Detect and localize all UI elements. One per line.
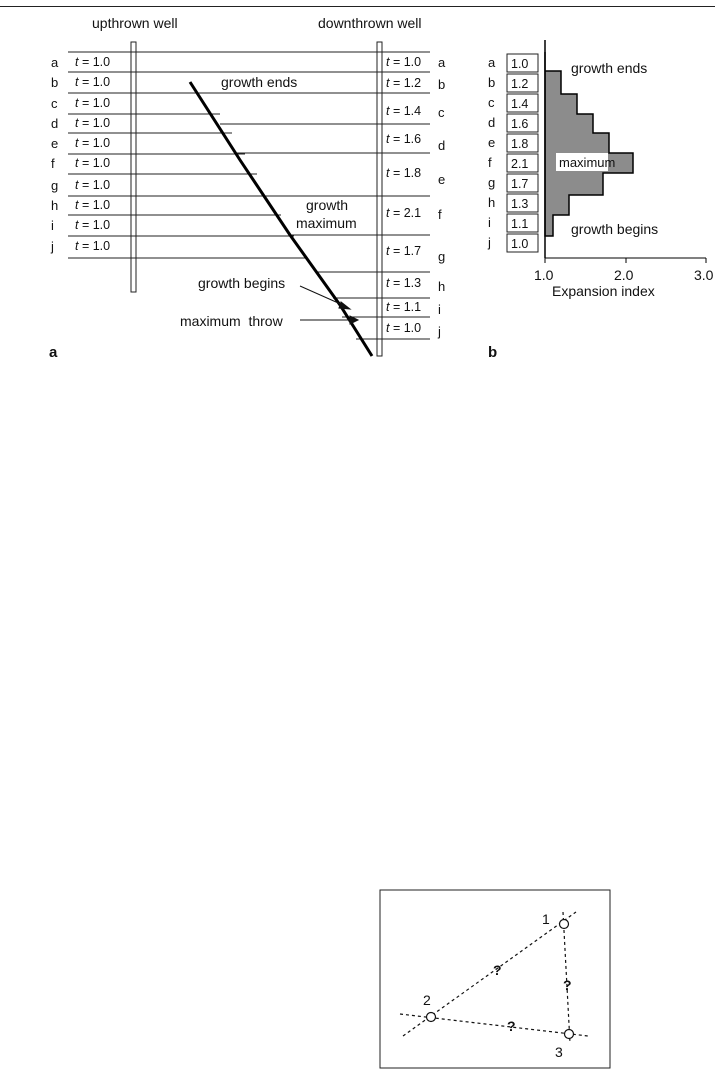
annotation-maximum: maximum xyxy=(296,215,357,231)
annotation-growth-ends: growth ends xyxy=(221,74,298,90)
svg-text:t = 1.0: t = 1.0 xyxy=(75,75,111,89)
svg-text:b: b xyxy=(488,75,496,90)
svg-text:e: e xyxy=(488,135,496,150)
svg-text:i: i xyxy=(438,302,441,317)
point-label-2: 2 xyxy=(423,992,431,1008)
svg-text:j: j xyxy=(488,235,491,250)
svg-text:t = 1.0: t = 1.0 xyxy=(75,198,111,212)
svg-text:t = 1.0: t = 1.0 xyxy=(386,321,422,335)
svg-text:t = 1.0: t = 1.0 xyxy=(75,116,111,130)
svg-text:c: c xyxy=(488,95,495,110)
svg-text:e: e xyxy=(51,136,59,151)
panel-label-a: a xyxy=(49,344,58,361)
svg-text:t = 1.0: t = 1.0 xyxy=(75,218,111,232)
svg-text:1.8: 1.8 xyxy=(511,137,529,151)
point-label-1: 1 xyxy=(542,911,550,927)
downthrown-well-title: downthrown well xyxy=(318,15,422,31)
upthrown-well-title: upthrown well xyxy=(92,15,178,31)
svg-text:j: j xyxy=(51,239,54,254)
svg-text:h: h xyxy=(51,198,59,213)
svg-text:g: g xyxy=(51,178,59,193)
svg-text:t = 1.0: t = 1.0 xyxy=(75,136,111,150)
annotation-growth-begins: growth begins xyxy=(198,275,286,291)
svg-text:t = 2.1: t = 2.1 xyxy=(386,206,422,220)
svg-text:d: d xyxy=(488,115,496,130)
annotation-growth: growth xyxy=(306,197,349,213)
x-axis-label: Expansion index xyxy=(552,283,655,299)
figure-b-growth-ends: growth ends xyxy=(571,60,648,76)
figure-b-growth-begins: growth begins xyxy=(571,221,659,237)
svg-text:1.0: 1.0 xyxy=(511,237,529,251)
svg-text:c: c xyxy=(51,96,58,111)
triangle-frame xyxy=(380,890,610,1068)
svg-text:i: i xyxy=(51,218,54,233)
svg-text:t = 1.6: t = 1.6 xyxy=(386,132,422,146)
svg-text:t = 1.3: t = 1.3 xyxy=(386,276,422,290)
svg-text:f: f xyxy=(438,207,442,222)
svg-text:g: g xyxy=(438,249,446,264)
svg-text:d: d xyxy=(438,138,446,153)
svg-text:t = 1.0: t = 1.0 xyxy=(75,96,111,110)
point-label-3: 3 xyxy=(555,1044,563,1060)
annotation-maximum-throw: maximum throw xyxy=(180,313,283,329)
svg-text:1.7: 1.7 xyxy=(511,177,529,191)
svg-text:t = 1.2: t = 1.2 xyxy=(386,76,422,90)
svg-text:t = 1.8: t = 1.8 xyxy=(386,166,422,180)
svg-text:1.1: 1.1 xyxy=(511,217,529,231)
svg-text:a: a xyxy=(488,55,496,70)
unknown-mark: ? xyxy=(507,1018,516,1034)
svg-text:1.3: 1.3 xyxy=(511,197,529,211)
svg-text:t = 1.0: t = 1.0 xyxy=(75,178,111,192)
svg-text:e: e xyxy=(438,172,446,187)
svg-text:f: f xyxy=(488,155,492,170)
x-tick-label: 3.0 xyxy=(694,267,714,283)
svg-text:h: h xyxy=(438,279,446,294)
svg-text:g: g xyxy=(488,175,496,190)
svg-text:f: f xyxy=(51,156,55,171)
svg-text:d: d xyxy=(51,116,59,131)
svg-text:t = 1.0: t = 1.0 xyxy=(75,55,111,69)
svg-text:h: h xyxy=(488,195,496,210)
svg-text:2.1: 2.1 xyxy=(511,157,529,171)
unknown-mark: ? xyxy=(563,977,572,993)
svg-text:t = 1.4: t = 1.4 xyxy=(386,104,422,118)
svg-text:a: a xyxy=(51,55,59,70)
svg-text:t = 1.7: t = 1.7 xyxy=(386,244,422,258)
x-tick-label: 2.0 xyxy=(614,267,634,283)
svg-text:t = 1.1: t = 1.1 xyxy=(386,300,422,314)
svg-text:1.6: 1.6 xyxy=(511,117,529,131)
unknown-mark: ? xyxy=(493,962,502,978)
svg-text:t = 1.0: t = 1.0 xyxy=(386,55,422,69)
panel-label-b: b xyxy=(488,344,498,361)
x-tick-label: 1.0 xyxy=(534,267,554,283)
svg-text:b: b xyxy=(51,75,59,90)
svg-text:t = 1.0: t = 1.0 xyxy=(75,156,111,170)
svg-text:a: a xyxy=(438,55,446,70)
svg-text:b: b xyxy=(438,77,446,92)
maximum-label: maximum xyxy=(559,155,616,170)
svg-text:c: c xyxy=(438,105,445,120)
svg-text:1.0: 1.0 xyxy=(511,57,529,71)
svg-text:j: j xyxy=(438,324,441,339)
svg-text:t = 1.0: t = 1.0 xyxy=(75,239,111,253)
svg-text:1.4: 1.4 xyxy=(511,97,529,111)
svg-text:i: i xyxy=(488,215,491,230)
svg-text:1.2: 1.2 xyxy=(511,77,529,91)
